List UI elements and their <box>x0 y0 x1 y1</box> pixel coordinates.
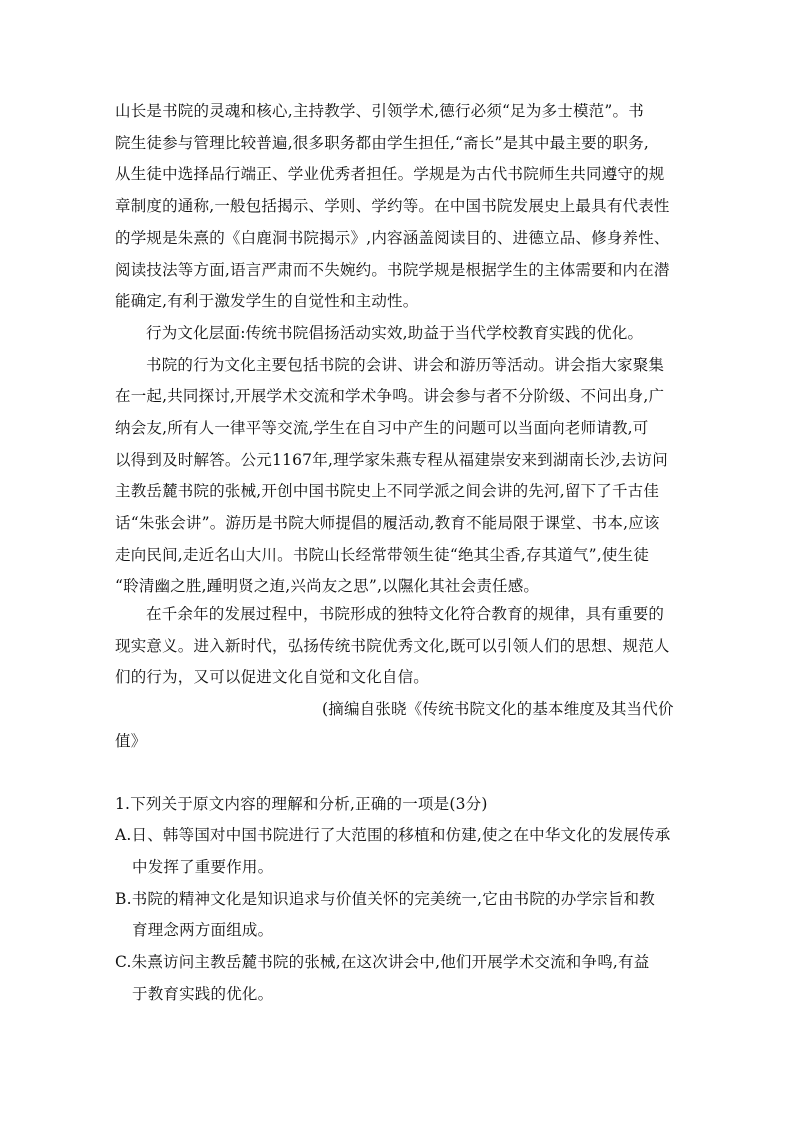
article-line: “聆清幽之胜,踵明贤之迶,兴尚友之思”,以隰化其社会责任感。 <box>115 577 540 595</box>
article-line: 的学规是朱熹的《白鹿洞书院揭示》,内容涵盖阅读目的、进德立品、修身养性、 <box>115 229 670 247</box>
article-line: 在千余年的发展过程中，书院形成的独特文化符合教育的规律，具有重要的 <box>146 605 665 623</box>
article-line: 纳会友,所有人一律平等交流,学生在自习中产生的问题可以当面向老师请教,可 <box>115 419 649 437</box>
article-line: 以得到及时解答。公元1167年,理学家朱燕专程从福建崇安来到湖南长沙,去访问 <box>115 451 668 469</box>
article-line: 山长是书院的灵魂和核心,主持教学、引领学术,德行必须“足为多士模范”。书 <box>115 102 644 120</box>
option-c: 于教育实践的优化。 <box>132 985 274 1003</box>
article-line: 现实意义。进入新时代，弘扬传统书院优秀文化,既可以引领人们的思想、规范人 <box>115 637 670 655</box>
article-line: 主教岳麓书院的张械,开创中国书院史上不同学派之间会讲的先河,留下了千古佳 <box>115 482 660 500</box>
option-b: 育理念两方面组成。 <box>132 921 274 939</box>
article-line: 院生徒参与管理比较普遍,很多职务都由学生担任,“斋长”是其中最主要的职务, <box>115 134 650 152</box>
section-heading: 行为文化层面:传统书院倡扬活动实效,助益于当代学校教育实践的优化。 <box>146 324 644 342</box>
article-line: 们的行为，又可以促进文化自觉和文化自信。 <box>115 668 430 686</box>
source-citation: (摘编自张晓《传统书院文化的基本维度及其当代价 <box>322 700 674 718</box>
source-citation: 值》 <box>115 732 147 750</box>
option-c: C.朱熹访问主教岳麓书院的张械,在这次讲会中,他们开展学术交流和争鸣,有益 <box>115 953 650 971</box>
article-line: 书院的行为文化主要包括书院的会讲、讲会和游历等活动。讲会指大家聚集 <box>146 356 665 374</box>
article-line: 章制度的通称,一般包括揭示、学则、学约等。在中国书院发展史上最具有代表性 <box>115 197 670 215</box>
option-a: A.日、韩等国对中国书院进行了大范围的移植和仿建,使之在中华文化的发展传承 <box>115 826 671 844</box>
article-line: 在一起,共同探讨,开展学术交流和学术争鸣。讲会参与者不分阶级、不问出身,广 <box>115 387 665 405</box>
article-line: 阅读技法等方面,语言严肃而不失婉约。书院学规是根据学生的主体需要和内在潜 <box>115 261 670 279</box>
article-line: 话“朱张会讲”。游历是书院大师提倡的履活动,教育不能局限于课堂、书本,应该 <box>115 514 660 532</box>
article-line: 能确定,有利于激发学生的自觉性和主动性。 <box>115 292 419 310</box>
article-line: 走向民间,走近名山大川。书院山长经常带领生徒“绝其尘香,存其道气”,使生徒 <box>115 546 650 564</box>
article-line: 从生徒中选择品行端正、学业优秀者担任。学规是为古代书院师生共同遵守的规 <box>115 165 665 183</box>
question-stem: 1.下列关于原文内容的理解和分析,正确的一项是(3分) <box>115 795 488 813</box>
option-a: 中发挥了重要作用。 <box>132 858 274 876</box>
option-b: B.书院的精神文化是知识追求与价值关怀的完美统一,它由书院的办学宗旨和教 <box>115 890 655 908</box>
